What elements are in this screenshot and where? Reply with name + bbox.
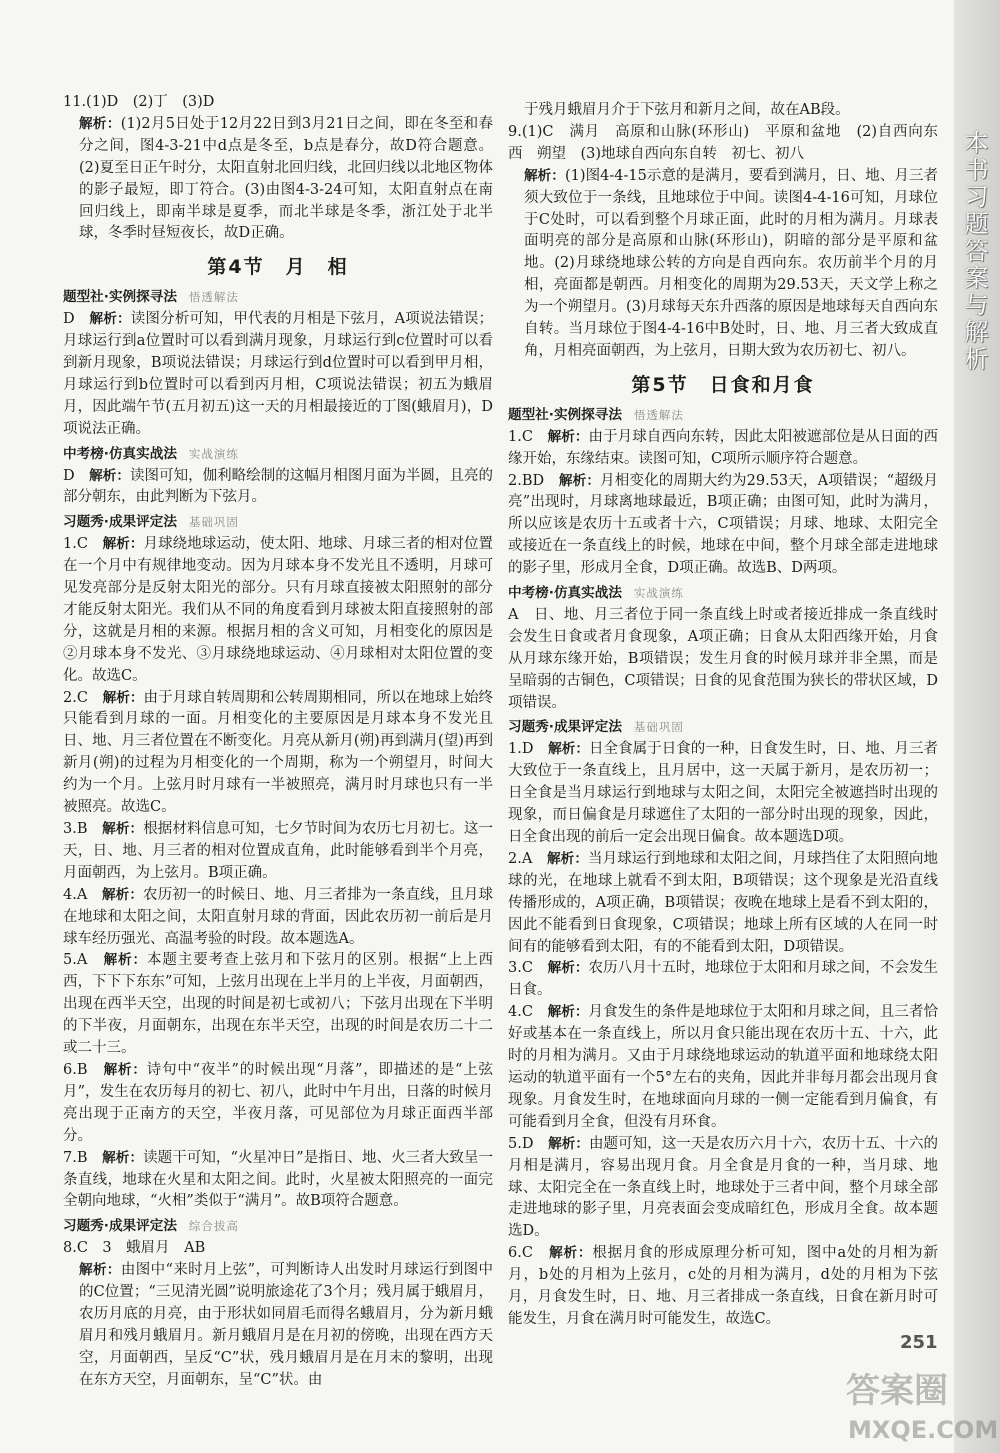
answer-item: 2.A 解析：当月球运行到地球和太阳之间，月球挡住了太阳照向地球的光，在地球上就看不到太阳，B项错误；这个现象是光沿直线传播形成的，A项正确，B项错误；夜晚在地球上是看不到太阳的，因此不能看到日食现象，C项错误；地球上所有区域的人在同一时间有的能够看到太阳，有的不能看到太阳，D项错误。 xyxy=(508,850,939,955)
answer-item: 2.BD 解析：月相变化的周期大约为29.53天，A项错误；“超级月亮”出现时，月球离地球最近，B项正确；由图可知，此时为满月，所以应该是农历十五或者十六，C项错误；月球、地球、太阳完全或接近在一条直线上的时候，地球在中间，整个月球全部走进地球的影子里，形成月全食，D项正确。故选B、D两项。 xyxy=(508,472,938,577)
answer-item: 3.C 解析：农历八月十五时，地球位于太阳和月球之间，不会发生日食。 xyxy=(508,960,939,999)
answer-item: 1.C 解析：由于月球自西向东转，因此太阳被遮部位是从日面的西缘开始，东缘结束。读图可知，C项所示顺序符合题意。 xyxy=(508,428,939,467)
answer-item: 1.C 解析：月球绕地球运动，使太阳、地球、月球三者的相对位置在一个月中有规律地变动。因为月球本身不发光且不透明，月球可见发亮部分是反射太阳光的部分。只有月球直接被太阳照射的部分才能反射太阳光。我们从不同的角度看到月球被太阳直接照射的部分，这就是月相的来源。根据月相的含义可知，月相变化的原因是②月球本身不发光、③月球绕地球运动、④月球相对太阳位置的变化。故选C。 xyxy=(63,536,494,684)
q8-analysis: 解析：由图中“来时月上弦”，可判断诗人出发时月球运行到图中的C位置；“三见清光圆”说明旅途花了3个月；残月属于蛾眉月，农历月底的月亮，由于形状如同眉毛而得名蛾眉月，分为新月蛾眉月和残月蛾眉月。新月蛾眉月是在月初的傍晚，出现在西方天空，月面朝西，呈反“C”状，残月蛾眉月是在月末的黎明，出现在东方天空，月面朝东，呈“C”状。由 xyxy=(79,1262,494,1388)
answer-item: 6.B 解析：诗句中“夜半”的时候出现“月落”，即描述的是“上弦月”，发生在农历每月的初七、初八，此时中午月出，日落的时候月亮出现于正南方的天空，半夜月落，可见部位为月球正面西半部分。 xyxy=(63,1061,494,1144)
q11-answer: 11.(1)D (2)丁 (3)D xyxy=(63,94,215,110)
answer-item: 6.C 解析：根据月食的形成原理分析可知，图中a处的月相为新月，b处的月相为上弦月，c处的月相为满月，d处的月相为下弦月，月食发生时，日、地、月三者排成一条直线，日食在新月时可能发生，月食在满月时可能发生，故选C。 xyxy=(508,1245,938,1327)
q9-analysis: 解析：(1)图4-4-15示意的是满月，要看到满月，日、地、月三者须大致位于一条线，且地球位于中间。读图4-4-16可知，月球位于C处时，可以看到整个月球正面，此时的月相为满月。月球表面明亮的部分是高原和山脉(环形山)，阴暗的部分是平原和盆地。(2)月球绕地球公转的方向是自西向东。农历前半个月的月相，亮面都是朝西。月相变化的周期为29.53天，天文学上称之为一个朔望月。(3)月球每天东升西落的原因是地球每天自西向东自转。当月球位于图4-4-16中B处时，日、地、月三者大致成直角，月相亮面朝西，为上弦月，日期大致为农历初七、初八。 xyxy=(524,167,938,359)
q8-answer: 8.C 3 蛾眉月 AB xyxy=(63,1240,206,1257)
section-5-title: 第5节 日食和月食 xyxy=(631,373,815,396)
answer-item: 5.A 解析：本题主要考查上弦月和下弦月的区别。根据“上上西西，下下下东东”可知，上弦月出现在上半月的上半夜，月面朝西，出现在西半天空，出现的时间是初七或初八；下弦月出现在下半明的下半夜，月面朝东，出现在东半天空，出现的时间是农历二十二或二十三。 xyxy=(63,952,494,1057)
section-4-subhead-1: 题型社·实例探寻法 悟透解法 xyxy=(63,289,239,306)
answer-item: 2.C 解析：由于月球自转周期和公转周期相同，所以在地球上始终只能看到月球的一面。月相变化的主要原因是月球本身不发光且日、地、月三者位置在不断变化。月亮从新月(朔)再到满月(望)再到新月(朔)的过程为月相变化的一个周期，称为一个朔望月，时间大约为一个月。上弦月时月球有一半被照亮，满月时月球也只有一半被照亮。故选C。 xyxy=(63,689,494,816)
watermark-url: MXQE.COM xyxy=(848,1416,999,1444)
section-4-title: 第4节 月 相 xyxy=(207,256,349,279)
sec4-exam-answer: D 解析：读图可知，伽利略绘制的这幅月相图月面为半圆，且亮的部分朝东，由此判断为下弦月。 xyxy=(63,467,493,506)
answer-item: 4.A 解析：农历初一的时候日、地、月三者排为一条直线，且月球在地球和太阳之间，太阳直射月球的背面，因此农历初一前后是月球车经历强光、高温考验的时段。故本题选A。 xyxy=(63,886,494,947)
sec5-exam-answer: A 日、地、月三者位于同一条直线上时或者接近排成一条直线时会发生日食或者月食现象，A项正确；日食从太阳西缘开始，月食从月球东缘开始，B项错误；发生月食的时候月球并非全黑，而是呈暗弱的古铜色，C项错误；日食的见食范围为狭长的带状区域，D项错误。 xyxy=(508,606,938,711)
sidebar-band xyxy=(954,0,1000,1453)
section-4-subhead-2: 中考榜·仿真实战法 实战演练 xyxy=(63,445,239,462)
answer-item: 5.D 解析：由题可知，这一天是农历六月十六，农历十五、十六的月相是满月，容易出现月食。月全食是月食的一种，当月球、地球、太阳完全在一条直线上时，地球处于三者中间，整个月球全部走进地球的影子里，月亮表面会变成暗红色，形成月全食。故本题选D。 xyxy=(508,1135,939,1240)
question-11 xyxy=(63,92,493,245)
section-5-subhead-1: 题型社·实例探寻法 悟透解法 xyxy=(508,406,684,423)
section-5-subhead-3: 习题秀·成果评定法 基础巩固 xyxy=(508,719,684,736)
section-5-subhead-2: 中考榜·仿真实战法 实战演练 xyxy=(508,585,684,602)
watermark-text: 答案圈 xyxy=(846,1371,948,1411)
watermark-logo xyxy=(840,1358,999,1448)
right-column xyxy=(508,100,953,1331)
answer-item: 1.D 解析：日全食属于日食的一种，日食发生时，日、地、月三者大致位于一条直线上，且月居中，这一天属于新月，是农历初一；日全食是当月球运行到地球与太阳之间，太阳完全被遮挡时出现的现象，而日偏食是月球遮住了太阳的一部分时出现的现象，因此，日全食出现的前后一定会出现日偏食。故本题选D项。 xyxy=(508,741,939,845)
section-4-subhead-4: 习题秀·成果评定法 综合拔高 xyxy=(63,1218,239,1235)
page-number: 251 xyxy=(900,1332,938,1353)
q11-analysis: 解析：(1)2月5日处于12月22日到3月21日之间，即在冬至和春分之间，图4-3-21中d点是冬至，b点是春分，故D符合题意。(2)夏至日正午时分，太阳直射北回归线，北回归线以北地区物体的影子最短，即丁符合。(3)由图4-3-24可知，太阳直射点在南回归线上，即南半球是夏季，而北半球是冬季，浙江处于北半球，冬季时昼短夜长，故D正确。 xyxy=(79,115,493,242)
sidebar-title: 本书习题答案与解析 xyxy=(960,130,988,373)
answer-item: 3.B 解析：根据材料信息可知，七夕节时间为农历七月初七。这一天，日、地、月三者的相对位置成直角，此时能够看到半个月亮，月面朝西，为上弦月。B项正确。 xyxy=(63,821,494,881)
left-column xyxy=(63,92,493,1392)
sec4-example-answer: D 解析：读图分析可知，甲代表的月相是下弦月，A项说法错误；月球运行到a位置时可以看到满月现象，月球运行到c位置时可以看到新月现象，B项说法错误；月球运行到d位置时可以看到甲月相，月球运行到b位置时可以看到丙月相，C项说法错误；初五为蛾眉月，因此端午节(五月初五)这一天的月相最接近的丁图(蛾眉月)，D项说法正确。 xyxy=(63,311,493,437)
answer-item: 7.B 解析：读题干可知，“火星冲日”是指日、地、火三者大致呈一条直线，地球在火星和太阳之间。此时，火星被太阳照亮的一面完全朝向地球，“火相”类似于“满月”。故B项符合题意。 xyxy=(63,1149,493,1210)
answer-item: 4.C 解析：月食发生的条件是地球位于太阳和月球之间，且三者恰好或基本在一条直线上，所以月食只能出现在农历十五、十六，此时的月相为满月。又由于月球绕地球运动的轨道平面和地球绕太阳运动的轨道平面有一个5°左右的夹角，因此并非每月都会出现月食现象。月食发生时，在地球面向月球的一侧一定能看到月偏食，有可能看到月全食，但没有月环食。 xyxy=(508,1004,939,1130)
section-4-subhead-3: 习题秀·成果评定法 基础巩固 xyxy=(63,514,239,531)
q9-answer: 9.(1)C 满月 高原和山脉(环形山) 平原和盆地 (2)自西向东 西 朔望 (3)地球自西向东自转 初七、初八 xyxy=(508,123,953,162)
q8-analysis-continued: 于残月蛾眉月介于下弦月和新月之间，故在AB段。 xyxy=(524,102,850,118)
